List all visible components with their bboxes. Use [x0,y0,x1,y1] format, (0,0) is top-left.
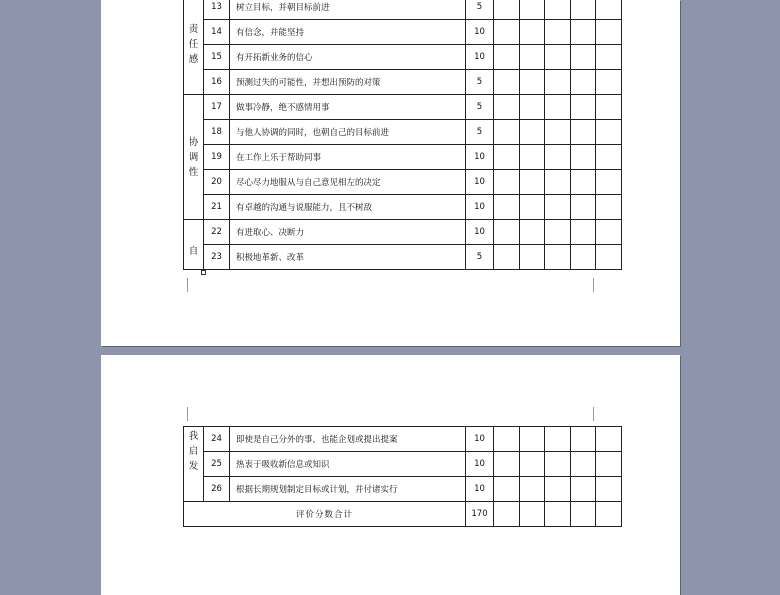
rating-cell[interactable] [596,170,622,195]
row-score: 10 [466,220,494,245]
rating-cell[interactable] [596,95,622,120]
rating-cell[interactable] [545,427,571,452]
table-anchor-marker [201,270,206,275]
rating-cell[interactable] [494,427,520,452]
rating-cell[interactable] [571,195,596,220]
rating-cell[interactable] [520,145,545,170]
row-score: 10 [466,20,494,45]
rating-cell[interactable] [494,245,520,270]
table-row [184,195,622,220]
rating-cell[interactable] [494,502,520,527]
rating-cell[interactable] [571,170,596,195]
row-score: 10 [466,195,494,220]
rating-cell[interactable] [545,195,571,220]
evaluation-table-part-1 [183,0,622,270]
row-number: 18 [204,120,230,145]
row-number: 25 [204,452,230,477]
table-row [184,170,622,195]
row-item: 预测过失的可能性，并想出预防的对策 [230,70,466,95]
rating-cell[interactable] [596,70,622,95]
rating-cell[interactable] [494,195,520,220]
table-row [184,120,622,145]
rating-cell[interactable] [494,452,520,477]
row-number: 23 [204,245,230,270]
total-row [184,502,622,527]
row-item: 与他人协调的同时，也朝自己的目标前进 [230,120,466,145]
row-score: 5 [466,120,494,145]
row-item: 根据长期规划制定目标或计划，并付诸实行 [230,477,466,502]
row-score: 10 [466,477,494,502]
table-row [184,245,622,270]
row-score: 5 [466,245,494,270]
rating-cell[interactable] [596,245,622,270]
rating-cell[interactable] [596,477,622,502]
rating-cell[interactable] [571,220,596,245]
rating-cell[interactable] [545,120,571,145]
rating-cell[interactable] [520,170,545,195]
rating-cell[interactable] [520,120,545,145]
rating-cell[interactable] [545,95,571,120]
rating-cell[interactable] [571,245,596,270]
rating-cell[interactable] [494,477,520,502]
rating-cell[interactable] [596,45,622,70]
row-number: 13 [204,0,230,20]
rating-cell[interactable] [596,427,622,452]
rating-cell[interactable] [520,502,545,527]
rating-cell[interactable] [520,20,545,45]
row-number: 17 [204,95,230,120]
rating-cell[interactable] [545,20,571,45]
row-item: 有卓越的沟通与说服能力，且不树敌 [230,195,466,220]
rating-cell[interactable] [571,145,596,170]
table-row [184,145,622,170]
category-self-start: 自 [184,220,204,270]
rating-cell[interactable] [596,0,622,20]
margin-corner-right [593,407,608,421]
rating-cell[interactable] [520,220,545,245]
row-score: 10 [466,145,494,170]
evaluation-table-part-2 [183,426,622,527]
rating-cell[interactable] [571,502,596,527]
margin-corner-left [173,407,188,421]
rating-cell[interactable] [520,477,545,502]
row-item: 有开拓新业务的信心 [230,45,466,70]
rating-cell[interactable] [571,427,596,452]
row-number: 15 [204,45,230,70]
row-score: 5 [466,0,494,20]
row-score: 5 [466,95,494,120]
row-score: 5 [466,70,494,95]
margin-corner-right [593,278,608,292]
rating-cell[interactable] [545,0,571,20]
row-number: 16 [204,70,230,95]
table-row [184,452,622,477]
table-row [184,0,622,20]
table-row [184,477,622,502]
document-page-1 [101,0,680,346]
rating-cell[interactable] [494,95,520,120]
rating-cell[interactable] [494,145,520,170]
rating-cell[interactable] [545,45,571,70]
row-score: 10 [466,427,494,452]
row-item: 尽心尽力地服从与自己意见相左的决定 [230,170,466,195]
rating-cell[interactable] [596,220,622,245]
rating-cell[interactable] [494,0,520,20]
rating-cell[interactable] [520,70,545,95]
row-item: 有信念，并能坚持 [230,20,466,45]
rating-cell[interactable] [545,220,571,245]
row-item: 即使是自己分外的事，也能企划或提出提案 [230,427,466,452]
row-score: 10 [466,170,494,195]
row-number: 24 [204,427,230,452]
rating-cell[interactable] [571,477,596,502]
category-responsibility: 责 任 感 [184,0,204,95]
row-number: 20 [204,170,230,195]
rating-cell[interactable] [520,45,545,70]
rating-cell[interactable] [520,0,545,20]
rating-cell[interactable] [571,45,596,70]
rating-cell[interactable] [571,20,596,45]
rating-cell[interactable] [520,245,545,270]
rating-cell[interactable] [571,120,596,145]
margin-corner-left [173,278,188,292]
rating-cell[interactable] [571,0,596,20]
row-number: 21 [204,195,230,220]
rating-cell[interactable] [571,95,596,120]
rating-cell[interactable] [596,120,622,145]
rating-cell[interactable] [545,477,571,502]
row-item: 做事冷静，绝不感情用事 [230,95,466,120]
rating-cell[interactable] [545,502,571,527]
total-score: 170 [466,502,494,527]
rating-cell[interactable] [545,245,571,270]
category-self-start-continued: 我 启 发 [184,427,204,502]
rating-cell[interactable] [520,195,545,220]
row-number: 14 [204,20,230,45]
rating-cell[interactable] [520,427,545,452]
rating-cell[interactable] [494,45,520,70]
total-label: 评价分数合计 [184,502,466,527]
table-row [184,95,622,120]
rating-cell[interactable] [494,70,520,95]
rating-cell[interactable] [571,452,596,477]
category-coordination: 协 调 性 [184,95,204,220]
row-number: 26 [204,477,230,502]
row-number: 19 [204,145,230,170]
rating-cell[interactable] [545,170,571,195]
row-item: 热衷于吸收新信息或知识 [230,452,466,477]
table-row [184,70,622,95]
table-row [184,20,622,45]
row-item: 树立目标，并朝目标前进 [230,0,466,20]
row-item: 积极地革新、改革 [230,245,466,270]
rating-cell[interactable] [596,20,622,45]
rating-cell[interactable] [494,120,520,145]
row-item: 有进取心、决断力 [230,220,466,245]
rating-cell[interactable] [545,452,571,477]
document-page-2 [101,355,680,595]
row-score: 10 [466,452,494,477]
table-row [184,427,622,452]
rating-cell[interactable] [545,145,571,170]
rating-cell[interactable] [494,220,520,245]
rating-cell[interactable] [545,70,571,95]
rating-cell[interactable] [494,170,520,195]
rating-cell[interactable] [596,452,622,477]
row-item: 在工作上乐于帮助同事 [230,145,466,170]
rating-cell[interactable] [596,502,622,527]
rating-cell[interactable] [596,145,622,170]
table-row [184,220,622,245]
row-score: 10 [466,45,494,70]
rating-cell[interactable] [520,95,545,120]
row-number: 22 [204,220,230,245]
rating-cell[interactable] [494,20,520,45]
rating-cell[interactable] [571,70,596,95]
rating-cell[interactable] [596,195,622,220]
table-row [184,45,622,70]
rating-cell[interactable] [520,452,545,477]
